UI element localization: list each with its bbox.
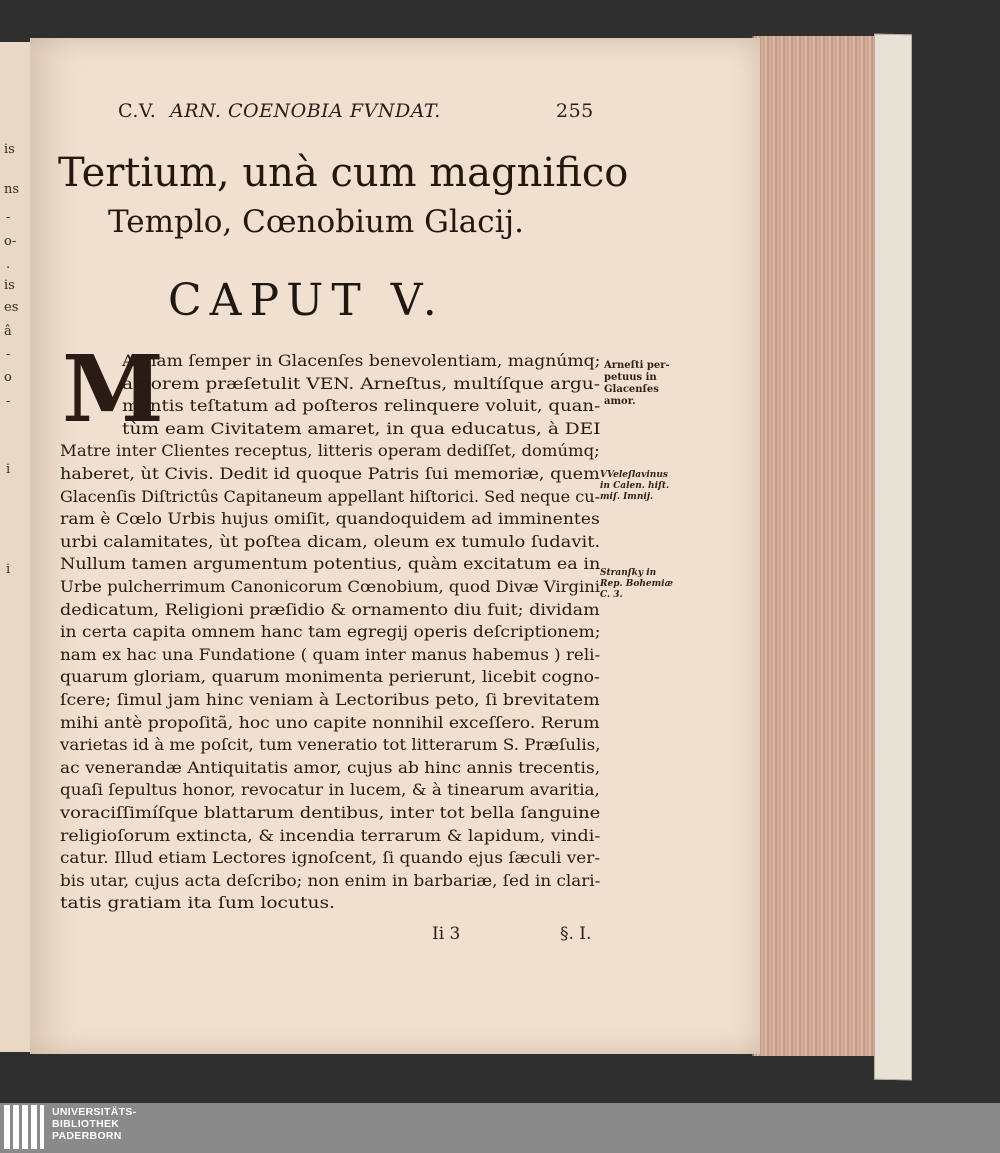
running-head-chapter: C.V.	[118, 100, 157, 122]
page-fore-edge	[752, 36, 884, 1056]
body-line: tatis gratiam ita ſum locutus.	[60, 893, 335, 913]
body-line: mentis teſtatum ad poſteros relinquere voluit, quan-	[122, 396, 601, 416]
margin-note: VVeleſlavinus in Calen. hiſt. miſ. Imnij.	[600, 470, 670, 502]
signature-mark: Ii 3	[432, 924, 461, 944]
body-line: Matre inter Clientes receptus, litteris operam dediſſet, domúmq;	[60, 441, 600, 461]
edge-fragment: i	[6, 462, 11, 477]
library-logo-icon	[4, 1105, 46, 1149]
body-line: Agnam ſemper in Glacenſes benevolentiam, magnúmq;	[122, 351, 601, 370]
body-line: voraciſſimíſque blattarum dentibus, inter tot bella ſanguine	[60, 803, 601, 822]
edge-fragment: ns	[4, 182, 20, 197]
body-line: urbi calamitates, ùt poſtea dicam, oleum ex tumulo ſudavit.	[60, 531, 601, 551]
body-line: quarum gloriam, quarum monimenta perierunt, licebit cogno-	[60, 667, 600, 687]
edge-fragment: es	[4, 300, 19, 315]
footer-band	[0, 1103, 1000, 1153]
left-page-edge	[0, 42, 34, 1052]
body-line: ſcere; ſimul jam hinc veniam à Lectoribus peto, ſi brevitatem	[60, 690, 600, 709]
body-line: ac venerandæ Antiquitatis amor, cujus ab hinc annis trecentis,	[60, 757, 601, 777]
book-cover-edge	[874, 34, 912, 1081]
logo-line: PADERBORN	[52, 1130, 122, 1142]
body-line: catur. Illud etiam Lectores ignoſcent, ſi quando ejus ſæculi ver-	[60, 848, 601, 868]
chapter-title: CAPUT V.	[168, 275, 445, 326]
edge-fragment: -	[6, 210, 11, 225]
heading-line-1: Tertium, unà cum magnifico	[58, 150, 629, 196]
body-line: haberet, ùt Civis. Dedit id quoque Patris ſui memoriæ, quem	[60, 464, 600, 483]
body-line: in certa capita omnem hanc tam egregij operis deſcriptionem;	[60, 622, 601, 642]
body-line: mihi antè propoſitã, hoc uno capite nonnihil exceſſero. Rerum	[60, 712, 600, 732]
edge-fragment: o-	[4, 234, 17, 249]
body-line: ram è Cœlo Urbis hujus omiſit, quandoquidem ad imminentes	[60, 509, 600, 529]
body-line: religioſorum extincta, & incendia terrarum & lapidum, vindi-	[60, 825, 601, 845]
edge-fragment: o	[4, 370, 12, 385]
logo-line: BIBLIOTHEK	[52, 1118, 120, 1130]
edge-fragment: â	[4, 324, 12, 339]
edge-fragment: is	[4, 142, 15, 157]
margin-note: Stranſky in Rep. Bohemiæ C. 3.	[600, 568, 673, 600]
library-logo-text	[52, 1106, 136, 1142]
heading-line-2: Templo, Cœnobium Glacij.	[108, 204, 525, 240]
body-line: Nullum tamen argumentum potentius, quàm excitatum ea in	[60, 554, 601, 574]
edge-fragment: -	[6, 347, 11, 362]
drop-cap: M	[62, 335, 164, 443]
page-number: 255	[556, 100, 594, 122]
body-line: quaſi ſepultus honor, revocatur in lucem, & à tinearum avaritia,	[60, 780, 600, 800]
body-line: Urbe pulcherrimum Canonicorum Cœnobium, quod Divæ Virgini	[60, 577, 601, 596]
body-line: nam ex hac una Fundatione ( quam inter manus habemus ) reli-	[60, 644, 601, 664]
catchword: §. I.	[560, 924, 592, 944]
edge-fragment: i	[6, 562, 11, 577]
body-line: amorem præſetulit VEN. Arneſtus, multíſque argu-	[122, 373, 601, 393]
body-line: varietas id à me poſcit, tum veneratio tot litterarum S. Præſulis,	[60, 735, 601, 755]
running-head-title: ARN. COENOBIA FVNDAT.	[170, 100, 441, 122]
body-line: bis utar, cujus acta deſcribo; non enim in barbariæ, ſed in clari-	[60, 870, 601, 890]
body-line: tùm eam Civitatem amaret, in qua educatus, à DEI	[122, 418, 601, 438]
body-line: dedicatum, Religioni præſidio & ornamento diu fuit; dividam	[60, 599, 600, 619]
body-line: Glacenſis Diſtrictûs Capitaneum appellant hiſtorici. Sed neque cu-	[60, 486, 601, 506]
margin-note: Arneſti per- petuus in Glacenſes amor.	[604, 360, 670, 407]
edge-fragment: .	[6, 257, 11, 272]
edge-fragment: is	[4, 278, 15, 293]
logo-line: UNIVERSITÄTS-	[52, 1106, 137, 1118]
edge-fragment: -	[6, 394, 11, 409]
